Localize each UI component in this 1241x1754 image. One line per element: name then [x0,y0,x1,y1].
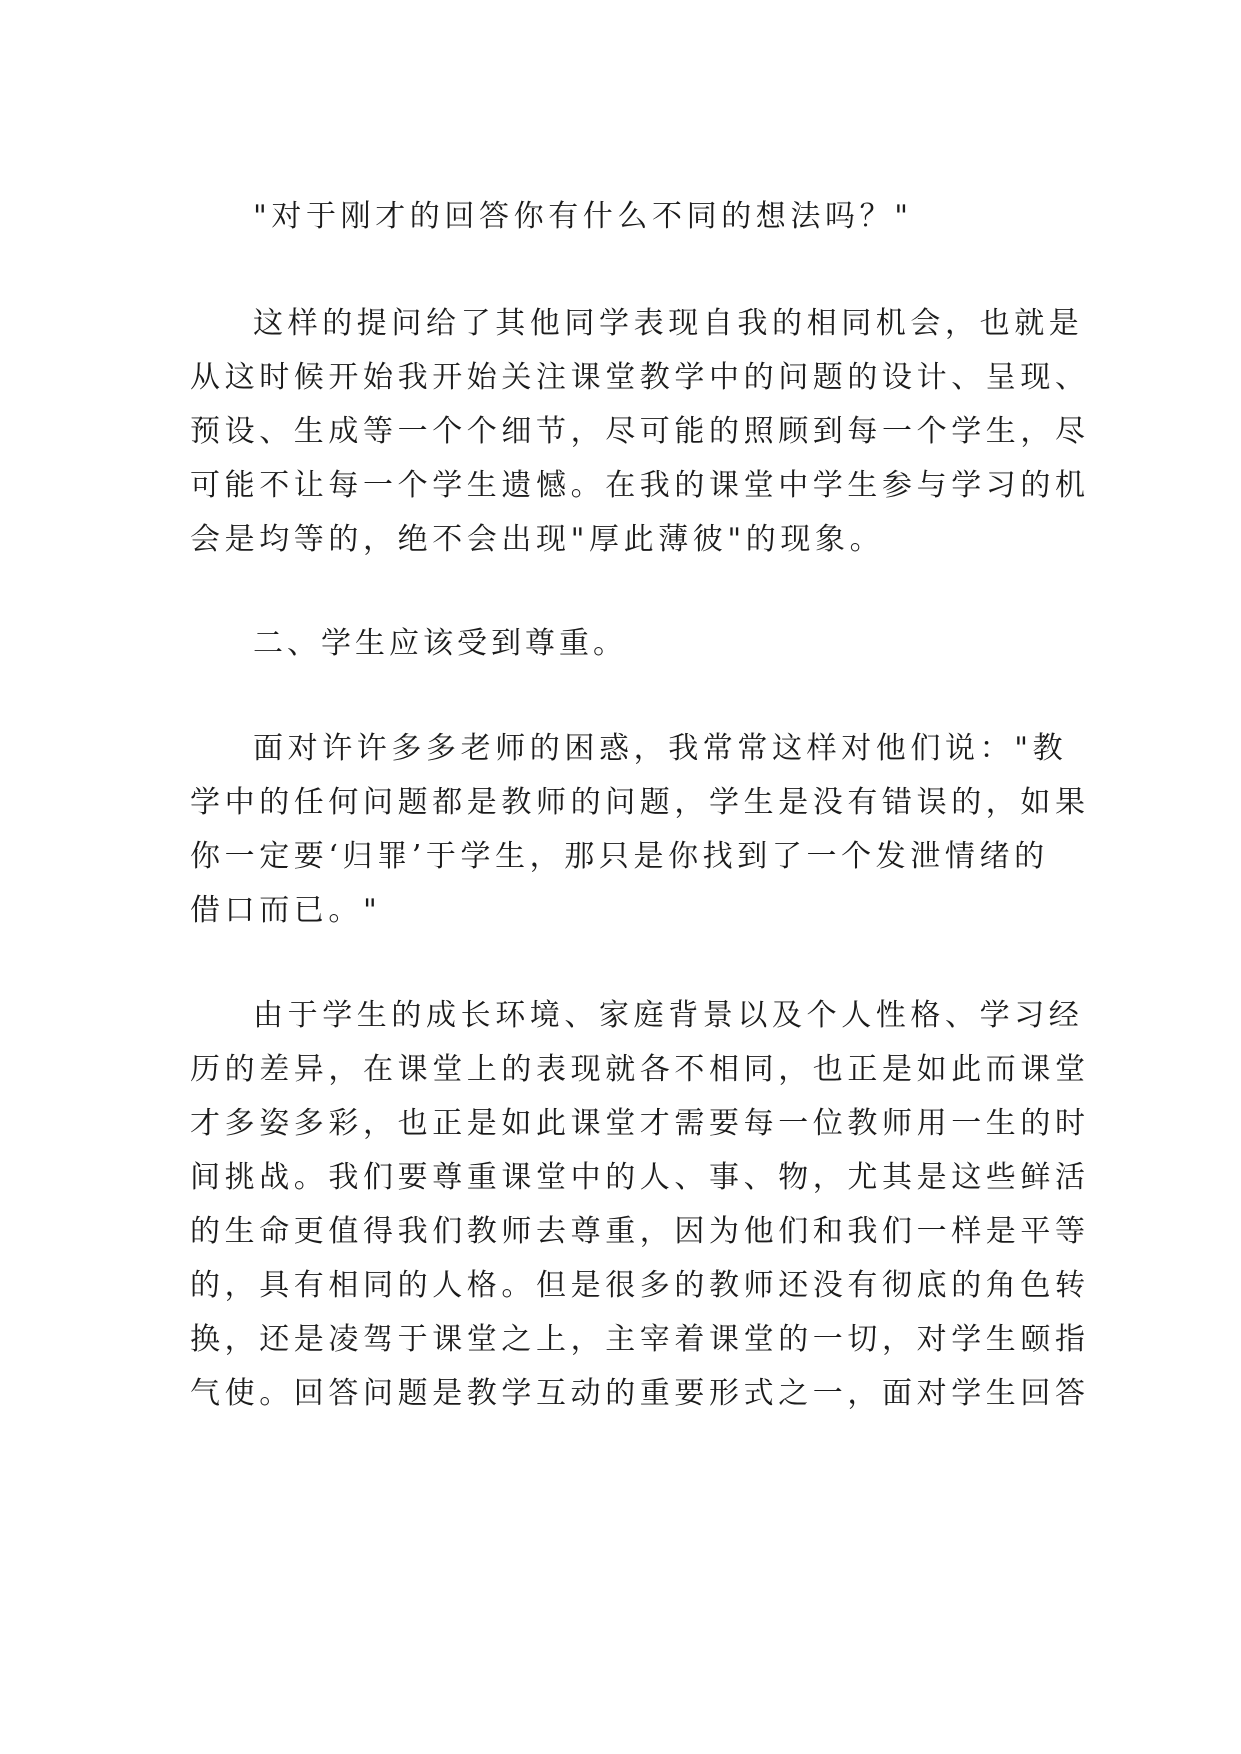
text-line: 间挑战。我们要尊重课堂中的人、事、物，尤其是这些鲜活 [190,1160,1090,1195]
text-line: 面对许许多多老师的困惑，我常常这样对他们说："教 [253,731,1068,766]
text-line: 才多姿多彩，也正是如此课堂才需要每一位教师用一生的时 [190,1106,1090,1141]
text-line: 会是均等的，绝不会出现"厚此薄彼"的现象。 [190,522,885,557]
text-line: 历的差异，在课堂上的表现就各不相同，也正是如此而课堂 [190,1052,1090,1087]
text-line: "对于刚才的回答你有什么不同的想法吗？" [253,199,913,234]
text-line: 由于学生的成长环境、家庭背景以及个人性格、学习经 [253,998,1084,1033]
text-line: 换，还是凌驾于课堂之上，主宰着课堂的一切，对学生颐指 [190,1322,1090,1357]
heading-text: 二、学生应该受到尊重。 [253,626,627,661]
text-line: 的生命更值得我们教师去尊重，因为他们和我们一样是平等 [190,1214,1090,1249]
text-line: 借口而已。" [190,893,382,928]
text-line: 的，具有相同的人格。但是很多的教师还没有彻底的角色转 [190,1268,1090,1303]
text-line: 可能不让每一个学生遗憾。在我的课堂中学生参与学习的机 [190,468,1090,503]
text-line: 气使。回答问题是教学互动的重要形式之一，面对学生回答 [190,1376,1090,1411]
text-line: 从这时候开始我开始关注课堂教学中的问题的设计、呈现、 [190,360,1090,395]
text-line: 预设、生成等一个个细节，尽可能的照顾到每一个学生，尽 [190,414,1090,449]
text-line: 这样的提问给了其他同学表现自我的相同机会，也就是 [253,306,1084,341]
text-line: 你一定要‘归罪’于学生，那只是你找到了一个发泄情绪的 [190,839,1049,874]
text-line: 学中的任何问题都是教师的问题，学生是没有错误的，如果 [190,785,1090,820]
